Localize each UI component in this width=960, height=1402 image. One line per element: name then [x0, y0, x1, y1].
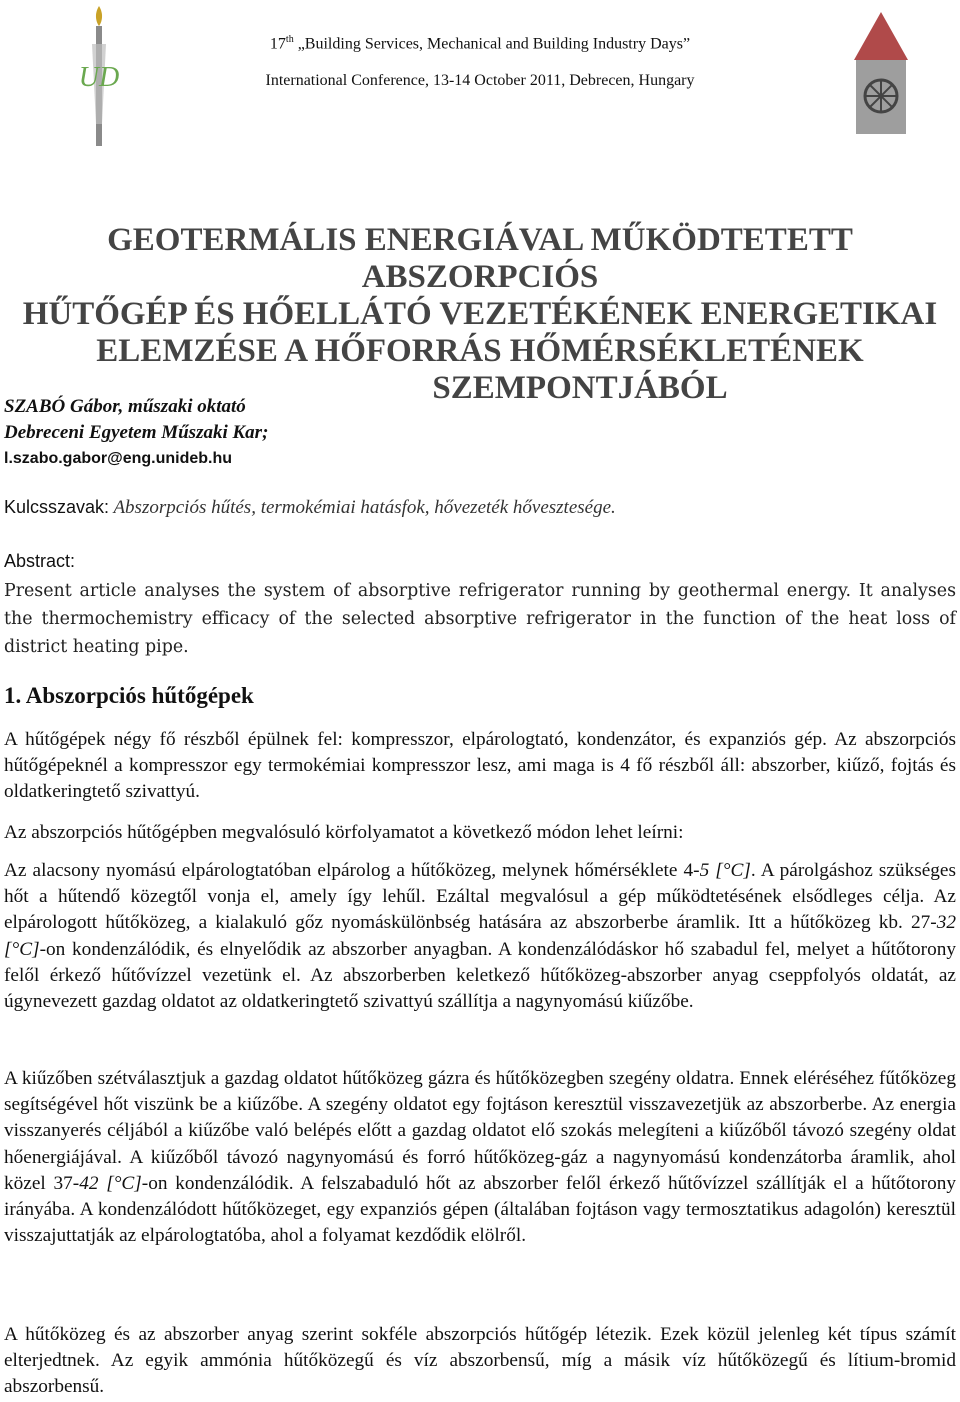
conference-subtitle: International Conference, 13-14 October 2011, Debrecen, Hungary	[265, 72, 695, 89]
temperature-range: 42 [°C]	[79, 1172, 142, 1194]
keywords-label: Kulcsszavak:	[4, 497, 110, 517]
temperature-range: 32 [°C]	[4, 912, 956, 960]
conference-number-suffix: th	[285, 34, 294, 45]
text-run: -on kondenzálódik, és elnyelődik az abszorber anyagban. A kondenzálódáskor hő szabadul fel, melyet a hűtőtorony felől érkező hűtővízzel vezetünk el. Az abszorberben keletkező hűtőközeg-abszorber anyag cseppfolyós oldatát, az úgynevezett gazdag oldatot az oldatkeringtető szivattyú szállítja a nagynyomású kiűzőbe.	[4, 938, 956, 1013]
author-email: l.szabo.gabor@eng.unideb.hu	[4, 450, 233, 467]
paragraph	[4, 1066, 956, 1249]
keywords	[4, 497, 616, 519]
title-line: SZEMPONTJÁBÓL	[432, 370, 728, 406]
paragraph	[4, 858, 956, 1015]
text-run: A kiűzőben szétválasztjuk a gazdag oldatot hűtőközeg gázra és hűtőközegben szegény oldatra. Ennek eléréséhez fűtőközeg segítségével hőt viszünk be a kiűzőbe. A szegény oldatot egy fojtáson keresztül visszavezetjük az abszorberbe. Az energia visszanyerés céljából a kiűzőbe való belépés előtt a gazdag oldatot elő szokás melegíteni a kiűzőből távozó szegény oldat hőenergiájával. A kiűzőből távozó nagynyomású és forró hűtőközeg-gáz a nagynyomású kondenzátorba áramlik, ahol közel 37-	[4, 1068, 956, 1194]
title-line: HŰTŐGÉP ÉS HŐELLÁTÓ VEZETÉKÉNEK ENERGETIKAI	[22, 296, 938, 332]
text-run: . A párolgáshoz szükséges hőt a hűtendő közegtől vonja el, amely így lehűl. Ezáltal megvalósul a gép működtetésének elsődleges célja. Az elpárologott hűtőközeg, a kialakuló gőz nyomáskülönbség hatására az abszorberbe áramlik. Itt a hűtőközeg kb. 27-	[4, 860, 956, 934]
paragraph: A hűtőgépek négy fő részből épülnek fel: kompresszor, elpárologtató, kondenzátor, és expanziós gép. Az abszorpciós hűtőgépeknél a kompresszor egy termokémiai kompresszor lesz, ami maga is 4 fő részből áll: abszorber, kiűző, fojtás és oldatkeringtető szivattyú.	[4, 729, 956, 803]
paragraph: A hűtőközeg és az abszorber anyag szerint sokféle abszorpciós hűtőgép létezik. Ezek közül jelenleg két típus számít elterjedtnek. Az egyik ammónia hűtőközegű és víz abszorbensű, míg a másik víz hűtőközegű és lítium-bromid abszorbensű.	[4, 1324, 956, 1398]
text-run: -on kondenzálódik. A felszabaduló hőt az abszorber felől érkező hűtővízzel szállítják el a hűtőtorony irányába. A kondenzálódott hűtőközeget, egy expanziós gépen (általában fojtáson vagy termosztatikus adagolón) keresztül visszajuttatják az elpárologtatóba, ahol a folyamat kezdődik elölről.	[4, 1172, 956, 1247]
abstract-label: Abstract:	[4, 551, 76, 571]
conference-title	[0, 34, 960, 53]
title-line: GEOTERMÁLIS ENERGIÁVAL MŰKÖDTETETT ABSZORPCIÓS	[107, 222, 853, 295]
paragraph: Az abszorpciós hűtőgépben megvalósuló körfolyamatot a következő módon lehet leírni:	[4, 822, 684, 843]
conference-name: „Building Services, Mechanical and Building Industry Days”	[293, 35, 691, 53]
logo-letters: UD	[78, 62, 120, 93]
author-affiliation: Debreceni Egyetem Műszaki Kar;	[4, 422, 269, 443]
author-name: SZABÓ Gábor, műszaki oktató	[4, 396, 246, 417]
temperature-range: 5 [°C]	[699, 860, 751, 881]
text-run: Az alacsony nyomású elpárologtatóban elpárolog a hűtőközeg, melynek hőmérséklete 4-	[4, 860, 700, 881]
keywords-text: Abszorpciós hűtés, termokémiai hatásfok, hővezeték hővesztesége.	[109, 497, 616, 518]
section-heading: 1. Abszorpciós hűtőgépek	[4, 683, 254, 708]
author-block	[4, 394, 268, 472]
conference-number: 17	[269, 35, 286, 53]
title-line: ELEMZÉSE A HŐFORRÁS HŐMÉRSÉKLETÉNEK	[96, 333, 864, 369]
paper-title	[0, 222, 960, 407]
abstract-text: Present article analyses the system of absorptive refrigerator running by geothermal energy. It analyses the thermochemistry efficacy of the selected absorptive refrigerator in the function of the heat loss of district heating pipe.	[4, 581, 956, 657]
